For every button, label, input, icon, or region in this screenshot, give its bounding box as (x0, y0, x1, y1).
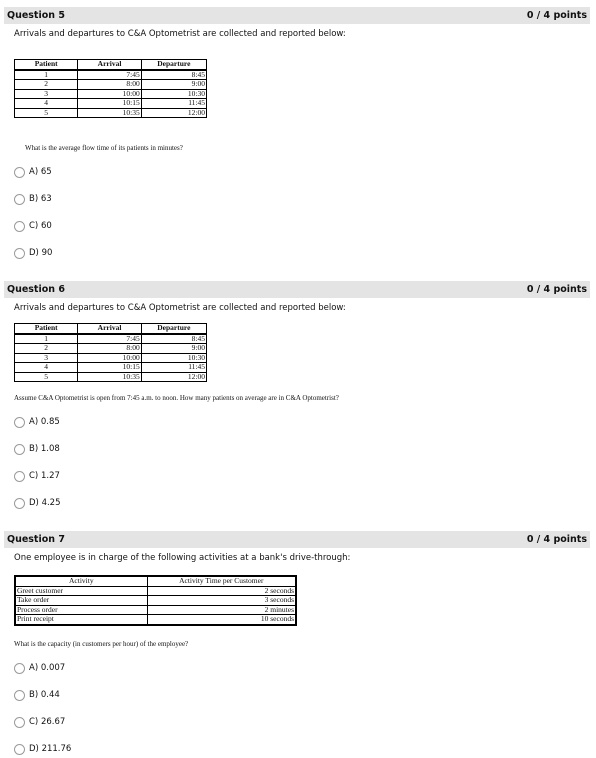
table-cell: 2 (15, 344, 78, 354)
table-cell: 10 seconds (147, 615, 296, 625)
table-cell: 7:45 (78, 334, 141, 344)
radio-button[interactable] (14, 248, 25, 259)
table-cell: 11:45 (141, 363, 206, 373)
table-row (15, 596, 296, 606)
table-cell: 12:00 (141, 372, 206, 382)
table-cell: 10:35 (78, 372, 141, 382)
question-intro: One employee is in charge of the following activities at a bank's drive-through: (14, 553, 351, 563)
table-row (15, 99, 207, 109)
question-points: 0 / 4 points (526, 284, 587, 295)
question-header (4, 281, 590, 298)
table-header: Departure (141, 324, 206, 334)
table-cell: 10:35 (78, 108, 141, 118)
question-intro: Arrivals and departures to C&A Optometrist are collected and reported below: (14, 29, 346, 39)
answer-option-b[interactable]: B) 1.08 (14, 442, 60, 456)
table-cell: 8:00 (78, 344, 141, 354)
table-cell: 9:00 (141, 80, 206, 90)
table-row (15, 353, 207, 363)
table-row (15, 108, 207, 118)
table-cell: 3 seconds (147, 596, 296, 606)
table-cell: 10:30 (141, 353, 206, 363)
arrivals-table (14, 59, 207, 118)
table-row (15, 334, 207, 344)
table-header: Activity (15, 576, 147, 586)
question-header (4, 7, 590, 24)
table-cell: 8:45 (141, 70, 206, 80)
question-header (4, 531, 590, 548)
table-cell: 5 (15, 372, 78, 382)
question-title: Question 5 (7, 10, 65, 21)
table-cell: Take order (15, 596, 147, 606)
table-row (15, 89, 207, 99)
table-cell: 4 (15, 99, 78, 109)
table-cell: 2 (15, 80, 78, 90)
question-title: Question 6 (7, 284, 65, 295)
table-cell: Process order (15, 605, 147, 615)
table-cell: 10:00 (78, 353, 141, 363)
arrivals-table (14, 323, 207, 382)
radio-button[interactable] (14, 194, 25, 205)
table-cell: 2 seconds (147, 586, 296, 596)
radio-button[interactable] (14, 690, 25, 701)
table-cell: 10:15 (78, 363, 141, 373)
table-row (15, 344, 207, 354)
radio-button[interactable] (14, 221, 25, 232)
question-points: 0 / 4 points (526, 534, 587, 545)
question-prompt: Assume C&A Optometrist is open from 7:45 a.m. to noon. How many patients on average are in C&A Optometrist? (14, 394, 339, 402)
answer-option-b[interactable]: B) 0.44 (14, 688, 60, 702)
question-prompt: What is the capacity (in customers per hour) of the employee? (14, 640, 189, 648)
table-header: Arrival (78, 324, 141, 334)
table-cell: 8:45 (141, 334, 206, 344)
table-cell: 5 (15, 108, 78, 118)
table-cell: 3 (15, 89, 78, 99)
question-points: 0 / 4 points (526, 10, 587, 21)
question-intro: Arrivals and departures to C&A Optometrist are collected and reported below: (14, 303, 346, 313)
question-prompt: What is the average flow time of its patients in minutes? (25, 144, 183, 152)
table-header: Departure (141, 60, 206, 70)
table-cell: Print receipt (15, 615, 147, 625)
answer-option-a[interactable]: A) 0.85 (14, 415, 60, 429)
table-row (15, 605, 296, 615)
table-row (15, 80, 207, 90)
table-cell: 12:00 (141, 108, 206, 118)
table-cell: 1 (15, 70, 78, 80)
table-cell: 1 (15, 334, 78, 344)
answer-option-c[interactable]: C) 60 (14, 219, 52, 233)
answer-option-a[interactable]: A) 65 (14, 165, 52, 179)
table-row (15, 586, 296, 596)
radio-button[interactable] (14, 471, 25, 482)
answer-option-b[interactable]: B) 63 (14, 192, 52, 206)
answer-option-d[interactable]: D) 4.25 (14, 496, 61, 510)
activity-table (14, 575, 297, 626)
table-row (15, 615, 296, 625)
radio-button[interactable] (14, 717, 25, 728)
table-header: Patient (15, 324, 78, 334)
table-header: Activity Time per Customer (147, 576, 296, 586)
table-header: Patient (15, 60, 78, 70)
table-cell: 8:00 (78, 80, 141, 90)
radio-button[interactable] (14, 663, 25, 674)
table-cell: 3 (15, 353, 78, 363)
answer-option-d[interactable]: D) 90 (14, 246, 52, 260)
table-row (15, 363, 207, 373)
table-cell: 10:15 (78, 99, 141, 109)
radio-button[interactable] (14, 744, 25, 755)
table-cell: 2 minutes (147, 605, 296, 615)
table-cell: Greet customer (15, 586, 147, 596)
answer-option-c[interactable]: C) 1.27 (14, 469, 60, 483)
table-cell: 11:45 (141, 99, 206, 109)
answer-option-d[interactable]: D) 211.76 (14, 742, 71, 756)
radio-button[interactable] (14, 417, 25, 428)
table-cell: 7:45 (78, 70, 141, 80)
table-row (15, 372, 207, 382)
question-title: Question 7 (7, 534, 65, 545)
table-cell: 10:30 (141, 89, 206, 99)
answer-option-c[interactable]: C) 26.67 (14, 715, 65, 729)
radio-button[interactable] (14, 167, 25, 178)
radio-button[interactable] (14, 498, 25, 509)
table-cell: 10:00 (78, 89, 141, 99)
table-header: Arrival (78, 60, 141, 70)
radio-button[interactable] (14, 444, 25, 455)
table-cell: 4 (15, 363, 78, 373)
answer-option-a[interactable]: A) 0.007 (14, 661, 65, 675)
table-row (15, 70, 207, 80)
table-cell: 9:00 (141, 344, 206, 354)
